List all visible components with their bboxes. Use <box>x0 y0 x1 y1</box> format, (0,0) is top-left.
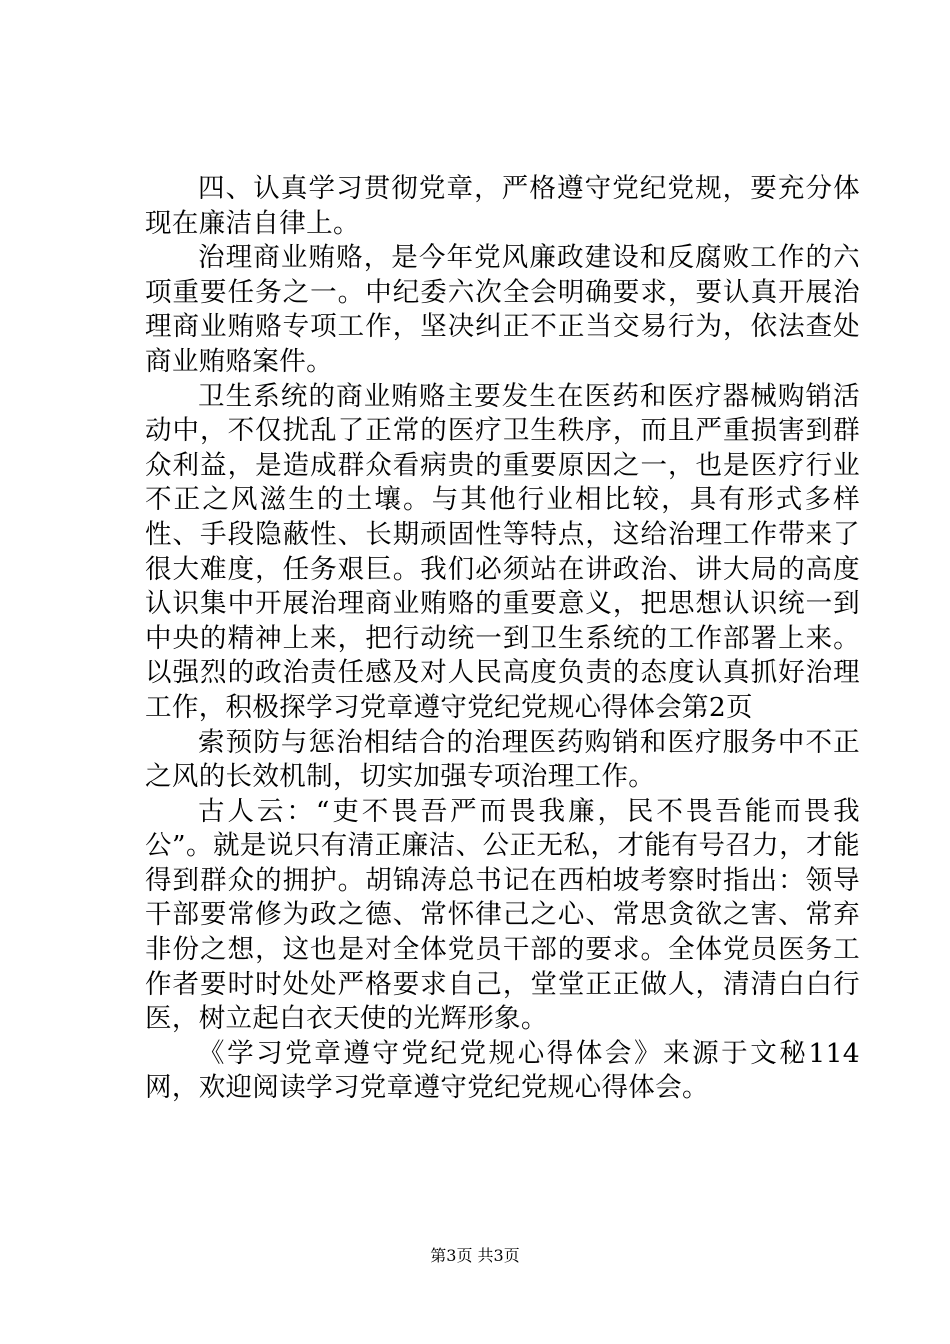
paragraph-prevention-mechanism: 索预防与惩治相结合的治理医药购销和医疗服务中不正之风的长效机制，切实加强专项治理工作。 <box>145 726 860 793</box>
paragraph-ancient-saying: 古人云：“吏不畏吾严而畏我廉，民不畏吾能而畏我公”。就是说只有清正廉洁、公正无私，才能有号召力，才能得到群众的拥护。胡锦涛总书记在西柏坡考察时指出：领导干部要常修为政之德、常怀律己之心、常思贪欲之害、常弃非份之想，这也是对全体党员干部的要求。全体党员医务工作者要时时处处严格要求自己，堂堂正正做人，清清白白行医，树立起白衣天使的光辉形象。 <box>145 795 860 1035</box>
document-body <box>145 172 860 1106</box>
paragraph-health-system: 卫生系统的商业贿赂主要发生在医药和医疗器械购销活动中，不仅扰乱了正常的医疗卫生秩序，而且严重损害到群众利益，是造成群众看病贵的重要原因之一，也是医疗行业不正之风滋生的土壤。与其他行业相比较，具有形式多样性、手段隐蔽性、长期顽固性等特点，这给治理工作带来了很大难度，任务艰巨。我们必须站在讲政治、讲大局的高度认识集中开展治理商业贿赂的重要意义，把思想认识统一到中央的精神上来，把行动统一到卫生系统的工作部署上来。以强烈的政治责任感及对人民高度负责的态度认真抓好治理工作，积极探学习党章遵守党纪党规心得体会第2页 <box>145 380 860 723</box>
paragraph-source-note: 《学习党章遵守党纪党规心得体会》来源于文秘114网，欢迎阅读学习党章遵守党纪党规心得体会。 <box>145 1037 860 1104</box>
paragraph-heading-four: 四、认真学习贯彻党章，严格遵守党纪党规，要充分体现在廉洁自律上。 <box>145 173 860 239</box>
paragraph-commercial-bribery: 治理商业贿赂，是今年党风廉政建设和反腐败工作的六项重要任务之一。中纪委六次全会明确要求，要认真开展治理商业贿赂专项工作，坚决纠正不正当交易行为，依法查处商业贿赂案件。 <box>145 242 860 377</box>
page-footer: 第3页 共3页 <box>430 1246 520 1265</box>
